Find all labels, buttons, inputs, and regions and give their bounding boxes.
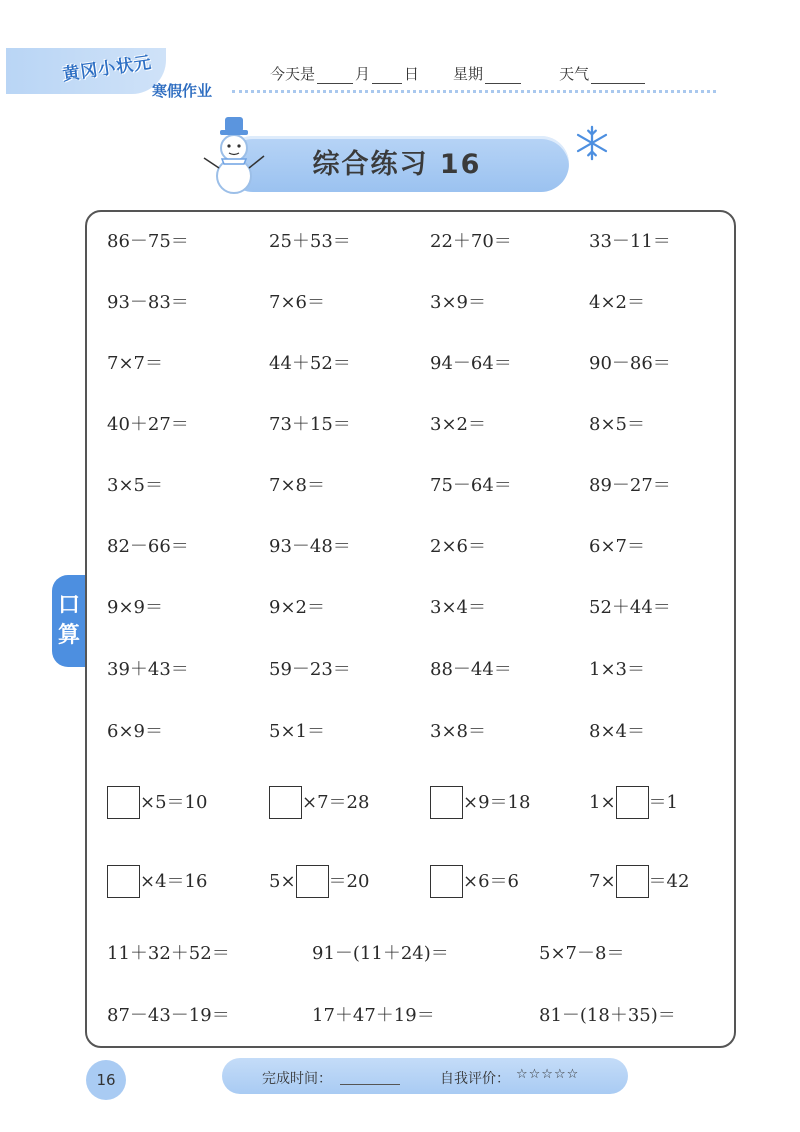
mixed-question-1-1: 11＋32＋52＝ bbox=[107, 943, 230, 964]
answer-box[interactable] bbox=[430, 865, 463, 898]
question-r8-c3: 88－44＝ bbox=[430, 659, 512, 680]
question-r6-c3: 2×6＝ bbox=[430, 536, 486, 557]
fill-text-after: ×9＝18 bbox=[463, 791, 531, 813]
question-r1-c4: 33－11＝ bbox=[589, 231, 671, 252]
question-r7-c3: 3×4＝ bbox=[430, 597, 486, 618]
fill-question-1-4 bbox=[589, 786, 678, 819]
snowman-icon bbox=[198, 110, 268, 194]
weekday-blank[interactable] bbox=[485, 68, 521, 84]
fill-text-after: ×7＝28 bbox=[302, 791, 370, 813]
question-r3-c1: 7×7＝ bbox=[107, 353, 163, 374]
question-r9-c3: 3×8＝ bbox=[430, 721, 486, 742]
completion-time-blank[interactable] bbox=[340, 1084, 400, 1085]
question-r6-c1: 82－66＝ bbox=[107, 536, 189, 557]
day-label: 日 bbox=[404, 65, 420, 83]
month-blank[interactable] bbox=[317, 68, 353, 84]
exercise-panel bbox=[85, 210, 736, 1048]
question-r7-c2: 9×2＝ bbox=[269, 597, 325, 618]
answer-box[interactable] bbox=[107, 865, 140, 898]
question-r2-c2: 7×6＝ bbox=[269, 292, 325, 313]
fill-text-after: ×5＝10 bbox=[140, 791, 208, 813]
mixed-question-2-3: 81－(18＋35)＝ bbox=[539, 1005, 676, 1026]
completion-time-label: 完成时间： bbox=[262, 1071, 332, 1087]
fill-text-after: ＝1 bbox=[648, 791, 678, 813]
question-r6-c4: 6×7＝ bbox=[589, 536, 645, 557]
fill-question-1-1 bbox=[107, 786, 207, 819]
snowflake-icon bbox=[573, 124, 611, 162]
answer-box[interactable] bbox=[296, 865, 329, 898]
question-r2-c3: 3×9＝ bbox=[430, 292, 486, 313]
rating-stars[interactable]: ☆☆☆☆☆ bbox=[516, 1067, 580, 1082]
question-r8-c1: 39＋43＝ bbox=[107, 659, 189, 680]
question-r7-c1: 9×9＝ bbox=[107, 597, 163, 618]
fill-text-after: ×6＝6 bbox=[463, 870, 519, 892]
question-r6-c2: 93－48＝ bbox=[269, 536, 351, 557]
question-r4-c4: 8×5＝ bbox=[589, 414, 645, 435]
mixed-question-2-1: 87－43－19＝ bbox=[107, 1005, 230, 1026]
question-r1-c3: 22＋70＝ bbox=[430, 231, 512, 252]
answer-box[interactable] bbox=[616, 786, 649, 819]
answer-box[interactable] bbox=[269, 786, 302, 819]
fill-question-2-2 bbox=[269, 865, 369, 898]
mixed-question-2-2: 17＋47＋19＝ bbox=[312, 1005, 435, 1026]
question-r5-c3: 75－64＝ bbox=[430, 475, 512, 496]
mixed-question-1-3: 5×7－8＝ bbox=[539, 943, 625, 964]
answer-box[interactable] bbox=[107, 786, 140, 819]
question-r4-c3: 3×2＝ bbox=[430, 414, 486, 435]
question-r3-c4: 90－86＝ bbox=[589, 353, 671, 374]
question-r7-c4: 52＋44＝ bbox=[589, 597, 671, 618]
weekday-label: 星期 bbox=[453, 65, 484, 83]
question-r4-c1: 40＋27＝ bbox=[107, 414, 189, 435]
question-r4-c2: 73＋15＝ bbox=[269, 414, 351, 435]
fill-text-after: ＝20 bbox=[328, 870, 370, 892]
fill-text-before: 1× bbox=[589, 791, 616, 813]
homework-title: 寒假作业 bbox=[152, 82, 213, 100]
self-eval-label: 自我评价： bbox=[440, 1071, 510, 1087]
mixed-question-1-2: 91－(11＋24)＝ bbox=[312, 943, 449, 964]
question-r5-c4: 89－27＝ bbox=[589, 475, 671, 496]
fill-question-1-3 bbox=[430, 786, 530, 819]
question-r8-c2: 59－23＝ bbox=[269, 659, 351, 680]
fill-text-after: ＝42 bbox=[648, 870, 690, 892]
weather-label: 天气 bbox=[559, 65, 590, 83]
fill-question-2-4 bbox=[589, 865, 689, 898]
day-blank[interactable] bbox=[372, 68, 402, 84]
question-r8-c4: 1×3＝ bbox=[589, 659, 645, 680]
answer-box[interactable] bbox=[616, 865, 649, 898]
side-tab-char-1: 口 bbox=[57, 593, 80, 618]
month-label: 月 bbox=[355, 65, 371, 83]
question-r2-c1: 93－83＝ bbox=[107, 292, 189, 313]
question-r3-c3: 94－64＝ bbox=[430, 353, 512, 374]
weather-blank[interactable] bbox=[591, 68, 645, 84]
page-title: 综合练习 16 bbox=[312, 149, 482, 180]
fill-text-before: 7× bbox=[589, 870, 616, 892]
question-r3-c2: 44＋52＝ bbox=[269, 353, 351, 374]
date-line bbox=[270, 62, 647, 84]
fill-text-before: 5× bbox=[269, 870, 296, 892]
question-r1-c2: 25＋53＝ bbox=[269, 231, 351, 252]
fill-question-1-2 bbox=[269, 786, 369, 819]
fill-question-2-1 bbox=[107, 865, 207, 898]
side-tab-oral-calc bbox=[52, 575, 86, 667]
header-dotted-line bbox=[232, 90, 716, 93]
question-r1-c1: 86－75＝ bbox=[107, 231, 189, 252]
question-r5-c1: 3×5＝ bbox=[107, 475, 163, 496]
side-tab-char-2: 算 bbox=[57, 623, 80, 648]
page-number: 16 bbox=[86, 1060, 126, 1100]
fill-text-after: ×4＝16 bbox=[140, 870, 208, 892]
brand-logo: 黄冈小状元 bbox=[61, 52, 154, 86]
question-r9-c4: 8×4＝ bbox=[589, 721, 645, 742]
answer-box[interactable] bbox=[430, 786, 463, 819]
question-r2-c4: 4×2＝ bbox=[589, 292, 645, 313]
question-r9-c2: 5×1＝ bbox=[269, 721, 325, 742]
date-prefix: 今天是 bbox=[270, 65, 316, 83]
question-r5-c2: 7×8＝ bbox=[269, 475, 325, 496]
question-r9-c1: 6×9＝ bbox=[107, 721, 163, 742]
fill-question-2-3 bbox=[430, 865, 519, 898]
